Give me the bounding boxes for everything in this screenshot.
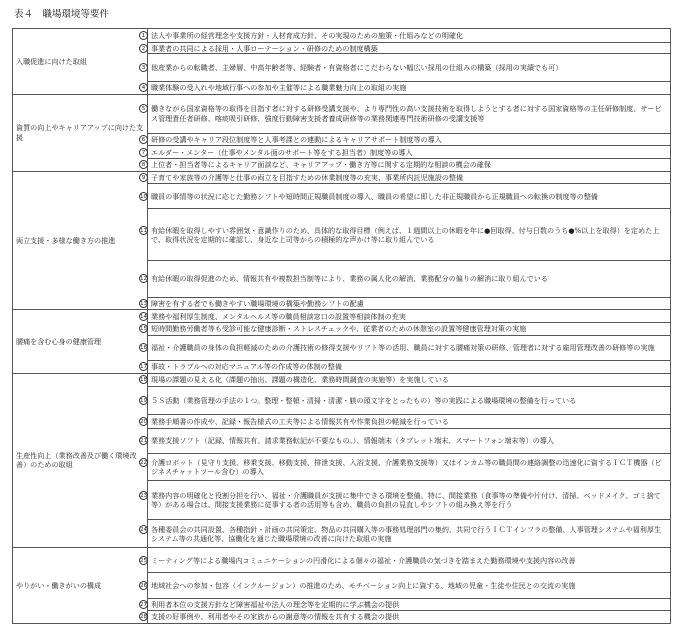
item-number: 18 — [140, 377, 147, 384]
item-number: 3 — [139, 63, 148, 72]
requirement-item — [141, 158, 671, 171]
category-cell: 入職促進に向けた取組 — [13, 29, 148, 95]
requirement-item — [140, 360, 671, 373]
requirement-item — [140, 453, 671, 481]
category-cell: 腰痛を含む心身の健康管理 — [13, 310, 148, 373]
item-number: 21 — [140, 438, 147, 445]
category-cell: 生産性向上（業務改善及び働く環境改善）のための取組 — [13, 373, 148, 547]
requirement-item — [141, 146, 671, 159]
requirement-item — [141, 29, 671, 43]
table-row — [13, 171, 671, 184]
item-text: 上位者・担当者等によるキャリア面談など、キャリアアップ・働き方等に関する定期的な相談の機会の確保 — [151, 160, 491, 170]
item-number: 28 — [140, 614, 147, 621]
item-number: 5 — [139, 104, 148, 113]
item-text: 法人や事業所の経営理念や支援方針・人材育成方針、その実現のための施策・仕組みなどの明確化 — [151, 30, 464, 40]
item-number: 16 — [140, 345, 147, 352]
item-text: 子育てや家族等の介護等と仕事の両立を目指すための休業制度等の充実、事業所内託児施設の整備 — [151, 172, 464, 182]
item-number: 9 — [139, 173, 148, 182]
item-number: 26 — [140, 582, 147, 589]
item-number: 4 — [139, 83, 148, 92]
requirement-item — [140, 261, 671, 298]
requirement-item — [140, 548, 671, 573]
item-text: 業務手順書の作成や、記録・報告様式の工夫等による情報共有や作業負担の軽減を行っている — [151, 416, 449, 426]
requirement-item — [141, 133, 671, 146]
requirement-item — [140, 387, 671, 415]
requirements-table-body — [13, 29, 671, 624]
item-text: 業務内容の明確化と役割分担を行い、福祉・介護職員が支援に集中できる環境を整備。特に、間接業務（食事等の準備や片付け、清掃、ベッドメイク、ゴミ捨て等）がある場合は、間接支援業務に従事する者の活用等も含め、職員の負担の見直しやシフトの組み換え等を行う — [151, 491, 661, 510]
item-text: 職業体験の受入れや地域行事への参加や主催等による職業魅力向上の取組の実施 — [151, 83, 407, 93]
item-text: 各種委員会の共同設置、各種指針・計画の共同策定、物品の共同購入等の事務処理部門の集約、共同で行うＩＣＴインフラの整備、人事管理システムや福利厚生システム等の共通化等、協働化を通じた職場環境の改善に向けた取組の実施 — [151, 524, 662, 543]
category-cell: 両立支援・多様な働き方の推進 — [13, 171, 148, 310]
requirements-table — [12, 28, 671, 624]
item-text: 有給休暇の取得促進のため、情報共有や複数担当制等により、業務の属人化の解消、業務配分の偏りの解消に取り組んでいる — [151, 274, 548, 284]
requirement-item — [140, 310, 671, 323]
item-number: 7 — [139, 148, 148, 157]
item-number: 23 — [140, 493, 147, 500]
item-number: 12 — [140, 276, 147, 283]
item-text: 他産業からの転職者、主婦層、中高年齢者等、経験者・有資格者にこだわらない幅広い採用の仕組みの構築（採用の実績でも可） — [151, 63, 563, 73]
item-number: 27 — [140, 601, 147, 608]
item-number: 19 — [140, 398, 147, 404]
item-text: ミーティング等による職場内コミュニケーションの円滑化による個々の福祉・介護職員の気づきを踏まえた勤務環境や支援内容の改善 — [151, 555, 576, 565]
requirement-item — [140, 520, 671, 548]
item-number: 8 — [139, 160, 148, 169]
item-text: 業務支援ソフト（記録、情報共有、請求業務転記が不要なもの。）、情報端末（タブレット端末、スマートフォン端末等）の導入 — [151, 436, 554, 446]
requirement-item — [141, 42, 671, 54]
requirement-item — [141, 171, 671, 184]
requirement-item — [140, 209, 671, 261]
item-text: 利用者本位の支援方針など障害福祉や法人の理念等を定期的に学ぶ機会の提供 — [151, 599, 400, 609]
item-text: 職員の事情等の状況に応じた勤務シフトや短時間正規職員制度の導入、職員の希望に即した非正規職員から正規職員への転換の制度等の整備 — [151, 191, 598, 201]
table-row — [13, 310, 671, 323]
item-text: 有給休暇を取得しやすい雰囲気・意識作りのため、具体的な取得目標（例えば、１週間以上の休暇を年に●回取得、付与日数のうち●%以上を取得）を定めた上で、取得状況を定期的に確認し、身近な上司等からの積極的な声かけ等に取り組んでいる — [151, 225, 660, 244]
item-number: 6 — [139, 135, 148, 144]
item-number: 15 — [140, 326, 147, 333]
requirement-item — [140, 297, 671, 310]
item-text: 事業者の共同による採用・人事ローテーション・研修のための制度構築 — [151, 43, 378, 53]
requirement-item — [140, 573, 671, 598]
requirement-item — [140, 335, 671, 360]
requirement-item — [140, 611, 671, 624]
table-caption: 表４ 職場環境等要件 — [14, 9, 110, 20]
requirement-item — [140, 481, 671, 520]
category-cell: やりがい・働きがいの構成 — [13, 548, 148, 624]
item-text: エルダー・メンター（仕事やメンタル面のサポート等をする担当者）制度等の導入 — [151, 147, 413, 157]
item-number: 1 — [139, 31, 148, 40]
requirement-item — [141, 54, 671, 82]
item-number: 25 — [140, 557, 147, 564]
requirement-item — [141, 82, 671, 95]
item-number: 22 — [140, 459, 147, 466]
item-number: 11 — [140, 227, 147, 234]
item-text: 研修の受講やキャリア段位制度等と人事考課との連動によるキャリアサポート制度等の導入 — [151, 134, 442, 144]
table-row — [13, 94, 671, 133]
requirement-item — [140, 428, 671, 453]
table-row — [13, 373, 671, 387]
requirement-item — [140, 414, 671, 428]
requirement-item — [140, 598, 671, 611]
item-number: 13 — [140, 301, 147, 308]
item-text: 障害を有する者でも働きやすい職場環境の構築や勤務シフトの配慮 — [151, 299, 364, 309]
category-cell: 資質の向上やキャリアアップに向けた支援 — [13, 94, 148, 171]
item-text: ５Ｓ活動（業務管理の手法の１つ。整理・整頓・清掃・清潔・躾の頭文字をとったもの）等の実践による職場環境の整備を行っている — [151, 396, 577, 405]
item-text: 事故・トラブルへの対応マニュアル等の作成等の体制の整備 — [151, 362, 342, 372]
item-text: 働きながら国家資格等の取得を目指す者に対する研修受講支援や、より専門性の高い支援技術を取得しようとする者に対する国家資格等の主任研修制度、サービス管理責任者研修、喀痰吸引研修、強度行動障害支援者養成研修等の業務関連専門技術研修の受講支援等 — [151, 104, 662, 123]
item-text: 介護ロボット（見守り支援、移乗支援、移動支援、排泄支援、入浴支援、介護業務支援等）又はインカム等の職員間の連絡調整の迅速化に資するＩＣＴ機器（ビジネスチャットツール含む）の導入 — [151, 457, 662, 477]
item-number: 14 — [140, 313, 147, 320]
item-text: 現場の課題の見える化（課題の抽出、課題の構造化、業務時間調査の実施等）を実施している — [151, 375, 449, 385]
table-row — [13, 548, 671, 573]
item-text: 福祉・介護職員の身体の負担軽減のための介護技術の修得支援やリフト等の活用、職員に対する腰痛対策の研修、管理者に対する雇用管理改善の研修等の実施 — [151, 343, 655, 353]
requirement-item — [140, 323, 671, 336]
requirement-item — [140, 373, 671, 387]
item-number: 2 — [139, 44, 148, 53]
requirement-item — [141, 94, 671, 133]
requirement-item — [140, 184, 671, 209]
item-text: 業務や福利厚生制度、メンタルヘルス等の職員相談窓口の設置等相談体制の充実 — [151, 311, 406, 321]
item-number: 20 — [140, 418, 147, 425]
item-text: 短時間勤務労働者等も受診可能な健康診断・ストレスチェックや、従業者のための休憩室の設置等健康管理対策の実施 — [151, 324, 527, 334]
item-number: 17 — [140, 364, 147, 371]
item-text: 支援の好事例や、利用者やその家族からの謝意等の情報を共有する機会の提供 — [151, 612, 400, 622]
table-row — [13, 29, 671, 43]
item-number: 10 — [140, 193, 147, 200]
item-text: 地域社会への参加・包容（インクルージョン）の推進のため、モチベーション向上に資する、地域の児童・生徒や住民との交流の実施 — [151, 580, 576, 590]
item-number: 24 — [140, 526, 147, 533]
